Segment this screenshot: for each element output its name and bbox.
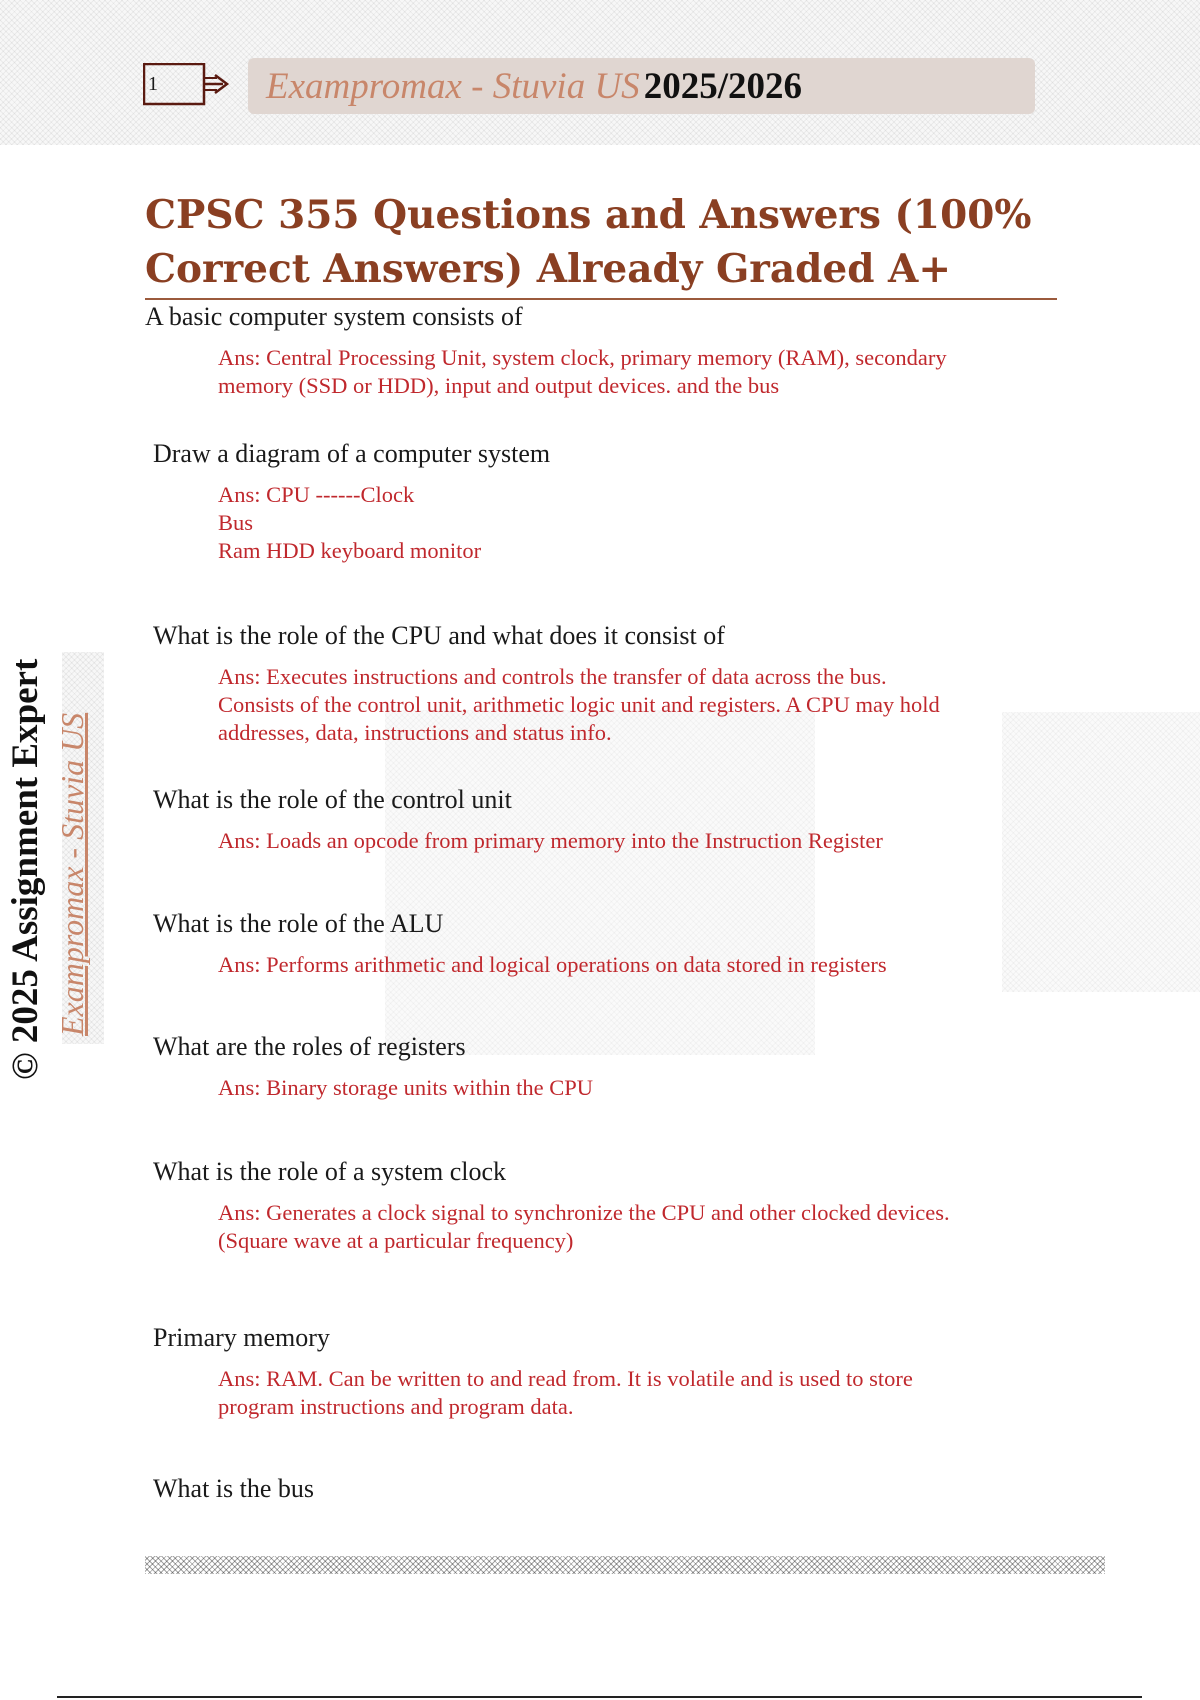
answer: Ans: Executes instructions and controls the transfer of data across the bus. Consists of the control unit, arithmetic logic unit and registers. A CPU may hold addresses, data, instructions and status info. bbox=[218, 664, 940, 745]
header-brand: Exampromax - Stuvia US bbox=[266, 65, 640, 107]
question: What is the role of the CPU and what does it consist of bbox=[153, 621, 725, 650]
qa-item bbox=[145, 300, 1057, 437]
footer-pattern bbox=[145, 1556, 1105, 1574]
qa-list bbox=[145, 300, 1057, 1506]
question: A basic computer system consists of bbox=[145, 302, 523, 331]
answer: Ans: CPU ------Clock Bus Ram HDD keyboard monitor bbox=[218, 482, 482, 563]
answer: Ans: Generates a clock signal to synchronize the CPU and other clocked devices. (Square wave at a particular frequency) bbox=[218, 1200, 950, 1253]
qa-item bbox=[145, 1321, 1057, 1472]
side-stamp bbox=[0, 570, 110, 1090]
question: What is the role of the ALU bbox=[153, 909, 444, 938]
side-brand: Exampromax - Stuvia US bbox=[54, 712, 90, 1036]
side-copyright: © 2025 Assignment Expert bbox=[5, 658, 46, 1080]
answer: Ans: Performs arithmetic and logical operations on data stored in registers bbox=[218, 952, 887, 977]
question: What are the roles of registers bbox=[153, 1032, 466, 1061]
qa-item bbox=[145, 907, 1057, 1030]
answer: Ans: Loads an opcode from primary memory into the Instruction Register bbox=[218, 828, 883, 853]
page-number: 1 bbox=[148, 73, 158, 95]
answer: Ans: Central Processing Unit, system clock, primary memory (RAM), secondary memory (SSD or HDD), input and output devices. and the bus bbox=[218, 345, 947, 398]
header-bar bbox=[248, 58, 1035, 114]
qa-item bbox=[145, 619, 1057, 783]
answer: Ans: RAM. Can be written to and read from. It is volatile and is used to store program instructions and program data. bbox=[218, 1366, 913, 1419]
question: What is the role of a system clock bbox=[153, 1157, 507, 1186]
question: Draw a diagram of a computer system bbox=[153, 439, 551, 468]
answer: Ans: Binary storage units within the CPU bbox=[218, 1075, 593, 1100]
question: What is the role of the control unit bbox=[153, 785, 512, 814]
qa-item bbox=[145, 1472, 1057, 1506]
qa-item bbox=[145, 783, 1057, 907]
qa-item bbox=[145, 1155, 1057, 1321]
question: What is the bus bbox=[153, 1474, 315, 1503]
footer-rule bbox=[57, 1696, 1142, 1698]
question: Primary memory bbox=[153, 1323, 330, 1352]
qa-item bbox=[145, 1030, 1057, 1155]
page-title: CPSC 355 Questions and Answers (100% Correct Answers) Already Graded A+ bbox=[145, 188, 1057, 300]
qa-item bbox=[145, 437, 1057, 619]
page-marker bbox=[143, 63, 238, 107]
header-year: 2025/2026 bbox=[643, 65, 802, 107]
